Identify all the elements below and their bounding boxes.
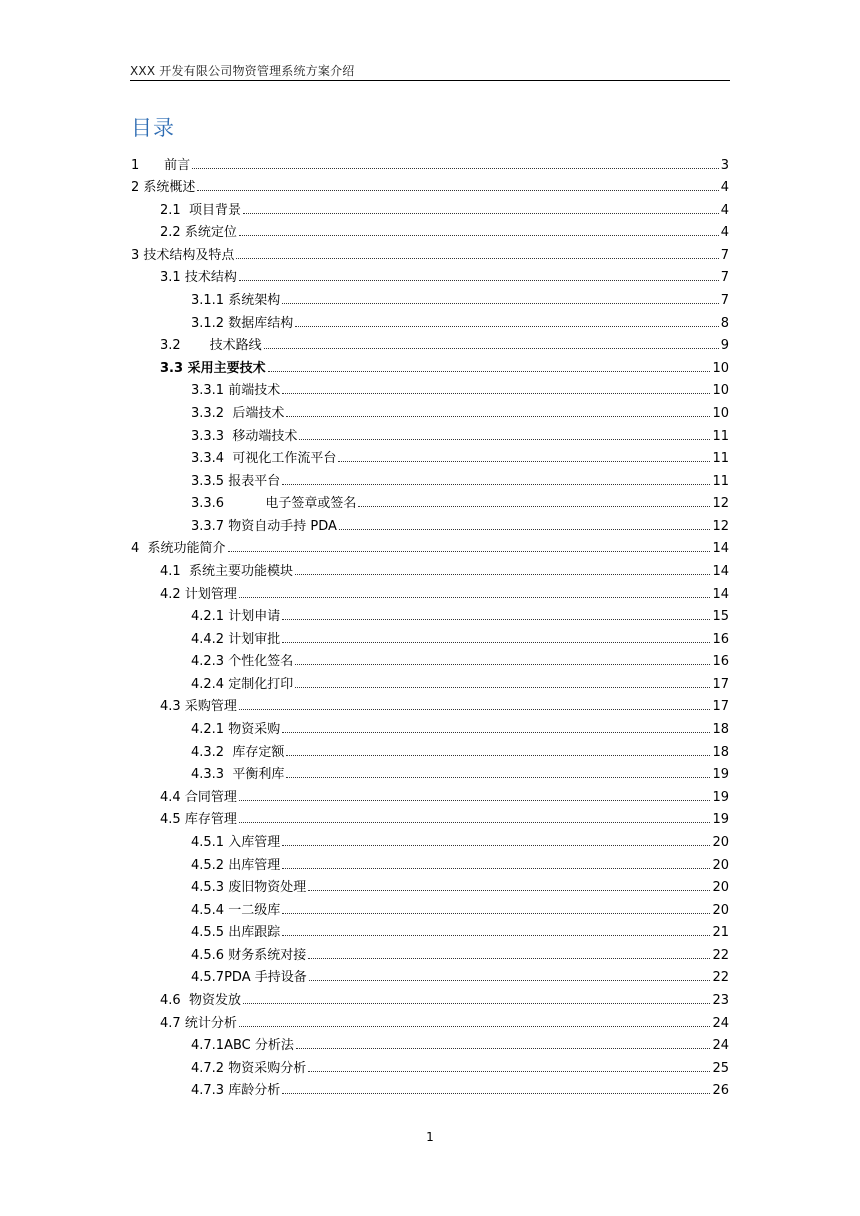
toc-entry-label: 出库跟踪 [228,925,281,941]
toc-dot-leader [282,642,710,643]
toc-entry-page: 14 [712,541,729,557]
toc-entry[interactable] [131,806,729,829]
toc-entry-gap [224,768,232,781]
toc-entry-page: 20 [712,857,729,873]
toc-entry-label: 后端技术 [232,405,285,421]
toc-entry-page: 22 [712,947,729,963]
toc-dot-leader [282,732,710,733]
toc-entry-number: 2.2 [160,225,181,241]
toc-entry-page: 26 [712,1083,729,1099]
header-rule [130,80,730,81]
toc-entry-label: 分析法 [254,1038,294,1054]
toc-entry-number: 3.3.3 [191,428,225,444]
toc-entry[interactable] [131,919,729,942]
toc-dot-leader [197,190,718,191]
toc-entry[interactable] [131,512,729,535]
toc-entry[interactable] [131,603,729,626]
toc-dot-leader [243,1003,710,1004]
toc-entry-gap [181,339,210,352]
toc-entry[interactable] [131,422,729,445]
toc-entry-page: 21 [712,925,729,941]
toc-entry[interactable] [131,196,729,219]
toc-entry-label: 系统主要功能模块 [188,563,293,579]
toc-entry[interactable] [131,738,729,761]
toc-dot-leader [239,800,711,801]
toc-entry[interactable] [131,535,729,558]
toc-dot-leader [264,348,719,349]
toc-entry-page: 20 [712,880,729,896]
toc-entry-label: 计划管理 [184,586,237,602]
toc-entry-label: 采用主要技术 [187,360,266,376]
toc-entry-page: 11 [712,428,729,444]
toc-entry-number: 3.1.2 [191,315,225,331]
toc-entry[interactable] [131,625,729,648]
toc-entry[interactable] [131,715,729,738]
toc-entry-page: 8 [720,315,729,331]
toc-entry-label: 出库管理 [228,857,281,873]
toc-entry[interactable] [131,761,729,784]
toc-dot-leader [295,687,710,688]
toc-entry-page: 19 [712,812,729,828]
toc-entry-number: 3.3 [160,360,184,376]
toc-entry-number: 4.7 [160,1015,181,1031]
toc-entry-number: 4.4 [160,789,181,805]
toc-dot-leader [239,280,719,281]
toc-title: 目录 [131,116,175,140]
toc-entry-label: 前端技术 [228,383,281,399]
toc-entry-label: 财务系统对接 [228,947,307,963]
toc-entry-number: 4.2 [160,586,181,602]
toc-dot-leader [192,168,719,169]
toc-entry-page: 4 [720,202,729,218]
toc-entry-number: 4.4.2 [191,631,225,647]
toc-entry-page: 11 [712,451,729,467]
toc-entry-label: 平衡利库 [232,767,285,783]
toc-entry-page: 19 [712,767,729,783]
toc-entry-label: 技术结构 [184,270,237,286]
toc-dot-leader [286,755,710,756]
toc-entry-page: 22 [712,970,729,986]
toc-entry[interactable] [131,1032,729,1055]
toc-entry-number: 4.7.3 [191,1083,225,1099]
toc-entry[interactable] [131,557,729,580]
toc-entry-label: 电子签章或签名 [265,496,357,512]
toc-entry-gap [139,159,164,172]
toc-entry-page: 12 [712,518,729,534]
toc-entry[interactable] [131,828,729,851]
toc-dot-leader [239,597,711,598]
toc-entry-gap [224,497,265,510]
toc-entry-label: 一二级库 [228,902,281,918]
toc-entry-label: 物资采购 [228,722,281,738]
toc-dot-leader [286,416,710,417]
toc-dot-leader [282,868,710,869]
toc-entry-page: 12 [712,496,729,512]
toc-dot-leader [309,980,711,981]
toc-entry[interactable] [131,151,729,174]
toc-dot-leader [339,529,711,530]
toc-entry[interactable] [131,986,729,1009]
toc-entry-number: 3 [131,247,140,263]
toc-entry-label: 技术结构及特点 [143,247,235,263]
toc-entry-label: 库龄分析 [228,1083,281,1099]
toc-entry-label: 计划审批 [228,631,281,647]
toc-entry-label: 项目背景 [188,202,241,218]
toc-entry-label: 采购管理 [184,699,237,715]
toc-entry[interactable] [131,783,729,806]
table-of-contents [131,151,729,1099]
toc-dot-leader [282,393,710,394]
toc-entry-number: 4.5.6 [191,947,225,963]
toc-entry-label: 废旧物资处理 [228,880,307,896]
toc-dot-leader [296,1048,711,1049]
toc-entry-page: 18 [712,722,729,738]
toc-dot-leader [268,371,711,372]
toc-dot-leader [282,845,710,846]
toc-entry-page: 7 [720,270,729,286]
toc-entry[interactable] [131,467,729,490]
toc-entry-label: 数据库结构 [228,315,294,331]
toc-entry-page: 9 [720,338,729,354]
toc-entry[interactable] [131,1077,729,1100]
toc-entry-page: 18 [712,744,729,760]
toc-entry[interactable] [131,1054,729,1077]
toc-entry-number: 4.3 [160,699,181,715]
toc-entry[interactable] [131,377,729,400]
toc-entry-label: 前言 [164,157,191,173]
toc-entry-label: 系统架构 [228,293,281,309]
toc-dot-leader [295,574,710,575]
toc-entry-page: 4 [720,180,729,196]
toc-dot-leader [308,958,710,959]
toc-entry-page: 10 [712,360,729,376]
toc-entry-label: 移动端技术 [232,428,298,444]
toc-entry-page: 19 [712,789,729,805]
toc-entry-label: 物资发放 [188,992,241,1008]
toc-entry-page: 25 [712,1060,729,1076]
toc-entry-number: 4.2.4 [191,676,225,692]
toc-entry-page: 14 [712,586,729,602]
toc-entry-page: 17 [712,699,729,715]
toc-entry-gap [181,994,189,1007]
toc-entry-label: 合同管理 [184,789,237,805]
toc-dot-leader [282,303,718,304]
toc-dot-leader [358,506,710,507]
toc-entry[interactable] [131,874,729,897]
toc-entry-label: 个性化签名 [228,654,294,670]
toc-entry-number: 3.3.2 [191,405,225,421]
toc-entry-label: 入库管理 [228,834,281,850]
toc-entry-number: 3.1.1 [191,293,225,309]
toc-entry-number: 4.1 [160,563,181,579]
toc-dot-leader [299,439,710,440]
running-header: XXX 开发有限公司物资管理系统方案介绍 [130,64,355,78]
toc-entry[interactable] [131,851,729,874]
toc-entry-number: 3.1 [160,270,181,286]
toc-dot-leader [282,1093,710,1094]
toc-entry[interactable] [131,580,729,603]
toc-entry[interactable] [131,174,729,197]
toc-entry-page: 15 [712,609,729,625]
toc-entry-label: 统计分析 [184,1015,237,1031]
toc-entry-page: 10 [712,383,729,399]
toc-dot-leader [228,551,711,552]
toc-entry-label: 手持设备 [254,970,307,986]
toc-entry[interactable] [131,941,729,964]
toc-dot-leader [295,326,718,327]
toc-dot-leader [239,235,719,236]
toc-entry-page: 24 [712,1038,729,1054]
toc-entry-number: 4.6 [160,992,181,1008]
toc-dot-leader [286,777,710,778]
toc-entry[interactable] [131,896,729,919]
toc-entry[interactable] [131,670,729,693]
toc-entry-number: 4.5.3 [191,880,225,896]
toc-entry-gap [139,542,147,555]
toc-entry-label: 技术路线 [209,338,262,354]
toc-entry-page: 16 [712,654,729,670]
toc-entry[interactable] [131,219,729,242]
toc-dot-leader [239,1026,711,1027]
toc-dot-leader [239,709,711,710]
toc-entry-number: 1 [131,157,140,173]
toc-entry-page: 4 [720,225,729,241]
toc-entry[interactable] [131,693,729,716]
toc-entry-label: 系统功能简介 [147,541,226,557]
toc-entry-number: 3.3.5 [191,473,225,489]
toc-entry-number: 4.2.1 [191,722,225,738]
toc-entry[interactable] [131,241,729,264]
toc-entry-number: 4.7.2 [191,1060,225,1076]
page-number: 1 [426,1130,434,1144]
toc-entry-number: 4.2.1 [191,609,225,625]
toc-entry[interactable] [131,445,729,468]
toc-entry-gap [224,452,232,465]
toc-entry-page: 14 [712,563,729,579]
toc-dot-leader [243,213,719,214]
toc-entry-number: 3.3.7 [191,518,225,534]
toc-entry-label: 定制化打印 [228,676,294,692]
toc-entry[interactable] [131,332,729,355]
toc-entry[interactable] [131,264,729,287]
toc-entry[interactable] [131,399,729,422]
toc-entry-number: 3.3.1 [191,383,225,399]
toc-entry-page: 17 [712,676,729,692]
toc-entry-gap [224,746,232,759]
toc-entry-number: 4.5.5 [191,925,225,941]
toc-entry-page: 10 [712,405,729,421]
toc-entry-number: 4.5.2 [191,857,225,873]
toc-entry-label: 系统概述 [143,180,196,196]
toc-entry-number: 3.3.6 [191,496,225,512]
toc-entry-number: 4.3.3 [191,767,225,783]
toc-entry-number: 3.2 [160,338,181,354]
toc-dot-leader [338,461,710,462]
toc-entry-label: 计划申请 [228,609,281,625]
toc-entry[interactable] [131,286,729,309]
toc-entry-number: 3.3.4 [191,451,225,467]
toc-entry-page: 3 [720,157,729,173]
toc-entry-number: 4.3.2 [191,744,225,760]
toc-entry-page: 11 [712,473,729,489]
toc-entry[interactable] [131,309,729,332]
toc-entry-page: 23 [712,992,729,1008]
toc-dot-leader [295,664,710,665]
toc-dot-leader [282,913,710,914]
toc-entry-gap [224,407,232,420]
toc-entry-page: 20 [712,834,729,850]
toc-entry-number: 4.2.3 [191,654,225,670]
toc-dot-leader [282,484,710,485]
toc-entry[interactable] [131,1009,729,1032]
toc-entry-gap [224,430,232,443]
toc-entry-gap [181,204,189,217]
toc-dot-leader [236,258,718,259]
toc-entry-number: 4.5.4 [191,902,225,918]
toc-entry-label: 库存定额 [232,744,285,760]
toc-entry-page: 16 [712,631,729,647]
toc-entry-label: 物资自动手持 PDA [228,518,337,534]
toc-entry[interactable] [131,648,729,671]
toc-entry-page: 7 [720,293,729,309]
toc-entry-page: 20 [712,902,729,918]
toc-dot-leader [282,619,710,620]
toc-dot-leader [308,1071,710,1072]
toc-entry-gap [181,565,189,578]
toc-dot-leader [239,822,711,823]
toc-entry-page: 24 [712,1015,729,1031]
toc-entry-number: 4.5.1 [191,834,225,850]
toc-entry-label: 报表平台 [228,473,281,489]
toc-entry-label: 库存管理 [184,812,237,828]
toc-entry-number: 4.5.7PDA [191,970,251,986]
toc-dot-leader [282,935,710,936]
toc-dot-leader [308,890,710,891]
toc-entry-number: 4.7.1ABC [191,1038,251,1054]
toc-entry-number: 4.5 [160,812,181,828]
toc-entry-label: 系统定位 [184,225,237,241]
toc-entry-page: 7 [720,247,729,263]
toc-entry-number: 4 [131,541,140,557]
toc-entry[interactable] [131,964,729,987]
toc-entry[interactable] [131,490,729,513]
toc-entry-number: 2 [131,180,140,196]
toc-entry-label: 物资采购分析 [228,1060,307,1076]
toc-entry-label: 可视化工作流平台 [232,451,337,467]
toc-entry-number: 2.1 [160,202,181,218]
toc-entry[interactable] [131,354,729,377]
